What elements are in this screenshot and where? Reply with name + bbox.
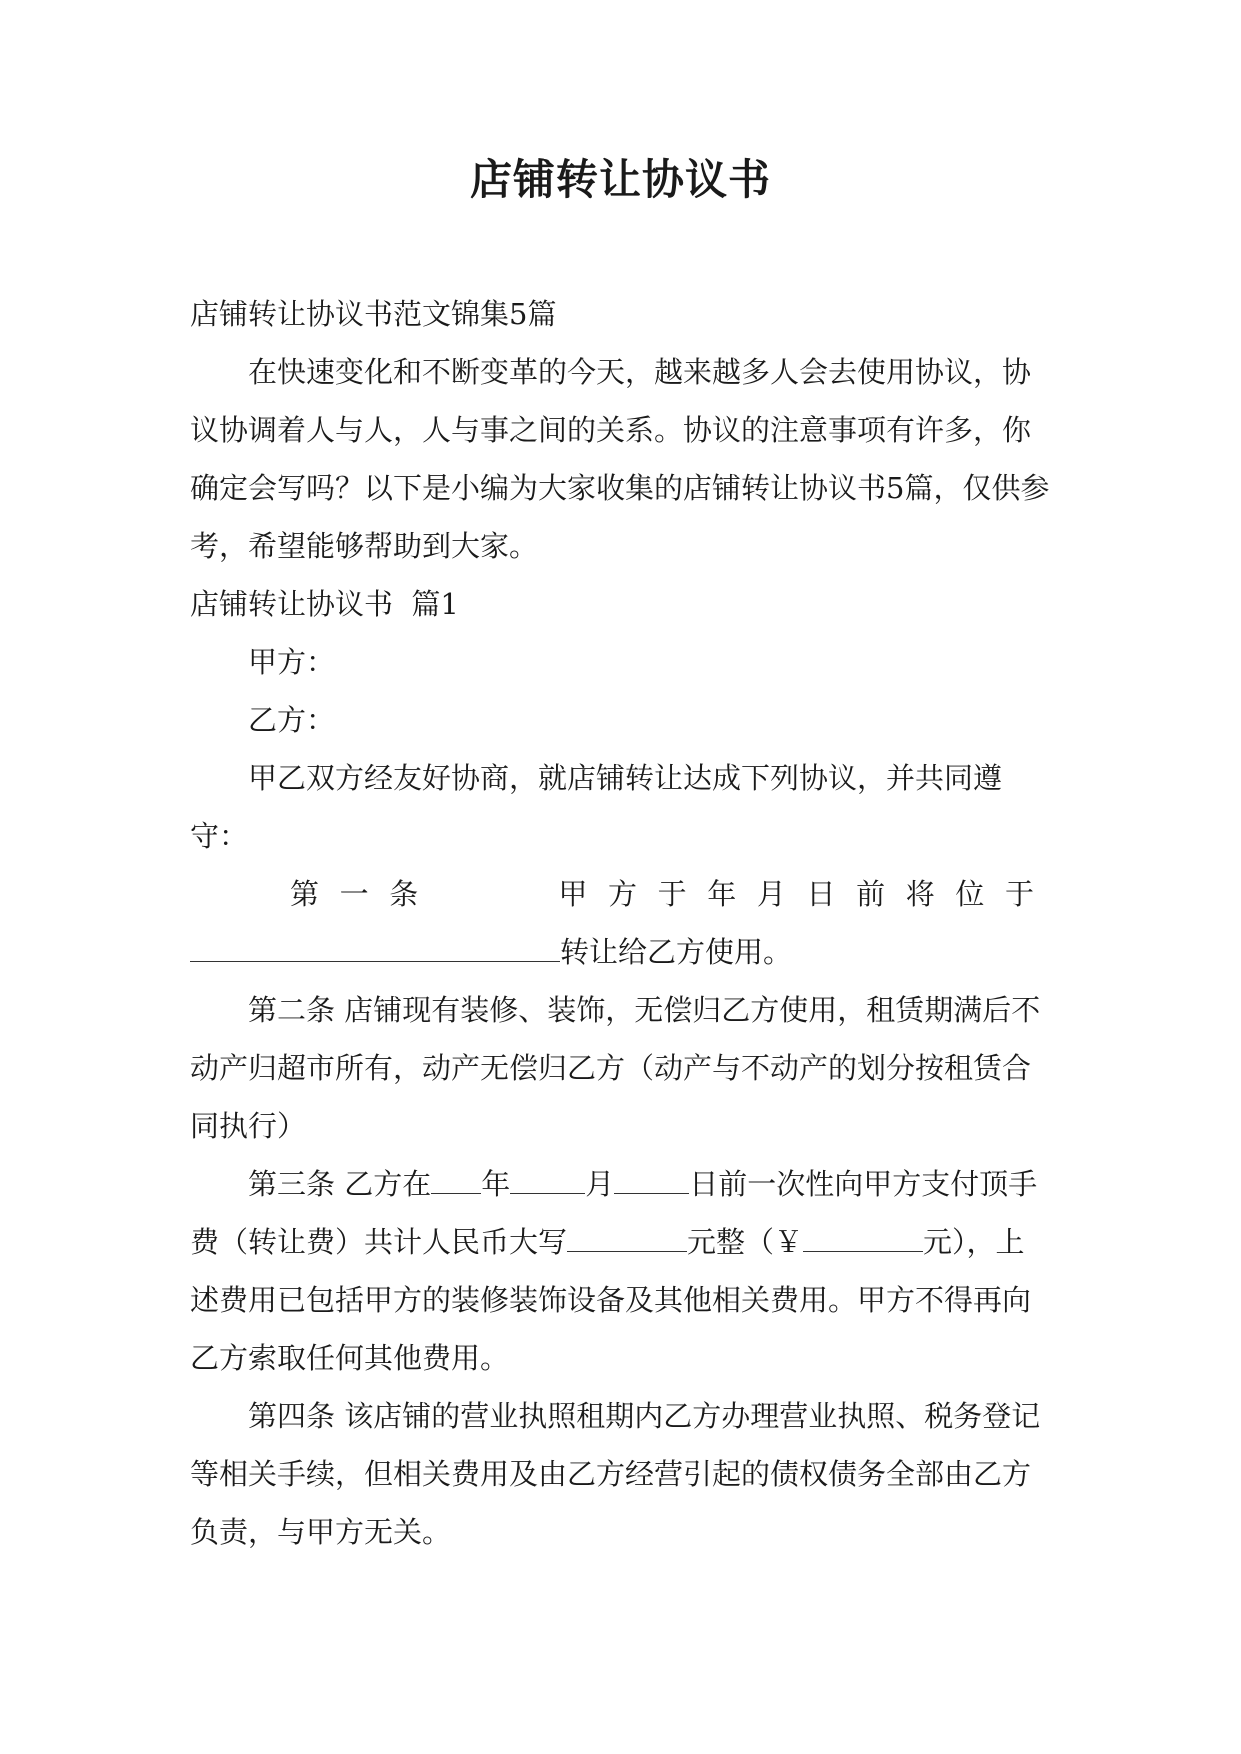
article-1-head	[190, 865, 1050, 923]
document-title: 店铺转让协议书	[469, 155, 771, 204]
blank-location	[190, 931, 560, 962]
blank-month	[510, 1163, 585, 1194]
article-1-head-text: 第一条 甲方于年月日前将位于	[290, 877, 1050, 911]
article-4: 第四条 该店铺的营业执照租期内乙方办理营业执照、税务登记等相关手续，但相关费用及由乙方经营引起的债权债务全部由乙方负责，与甲方无关。	[190, 1399, 1041, 1549]
intro-paragraph: 在快速变化和不断变革的今天，越来越多人会去使用协议，协议协调着人与人，人与事之间的关系。协议的注意事项有许多，你确定会写吗？以下是小编为大家收集的店铺转让协议书5篇，仅供参考，希望能够帮助到大家。	[190, 355, 1050, 563]
section-heading: 店铺转让协议书 篇1	[190, 587, 459, 621]
article-3	[190, 1155, 1050, 1387]
party-b-line: 乙方：	[248, 703, 336, 737]
article-3-part4: 日前一次性向甲方支付顶手费（转让费）共计人民币大写	[190, 1167, 1038, 1259]
article-3-part1: 第三条 乙方在	[248, 1167, 432, 1201]
blank-amount-figures	[803, 1221, 923, 1252]
article-3-part6: 元），上述费用已包括甲方的装修装饰设备及其他相关费用。甲方不得再向乙方索取任何其他费用。	[190, 1225, 1032, 1375]
document-body	[190, 285, 1050, 1561]
blank-amount-words	[567, 1221, 687, 1252]
article-1-tail	[190, 923, 1050, 981]
party-a-line: 甲方：	[248, 645, 336, 679]
article-3-part3: 月	[585, 1167, 615, 1201]
agreement-intro: 甲乙双方经友好协商，就店铺转让达成下列协议，并共同遵守：	[190, 761, 1003, 853]
article-3-part2: 年	[481, 1167, 511, 1201]
article-2: 第二条 店铺现有装修、装饰，无偿归乙方使用，租赁期满后不动产归超市所有，动产无偿归乙方（动产与不动产的划分按租赁合同执行）	[190, 993, 1041, 1143]
document-subtitle: 店铺转让协议书范文锦集5篇	[190, 297, 557, 331]
article-3-part5: 元整（￥	[687, 1225, 804, 1259]
blank-day	[614, 1163, 689, 1194]
article-1-tail-text: 转让给乙方使用。	[560, 935, 793, 969]
blank-year	[431, 1163, 481, 1194]
